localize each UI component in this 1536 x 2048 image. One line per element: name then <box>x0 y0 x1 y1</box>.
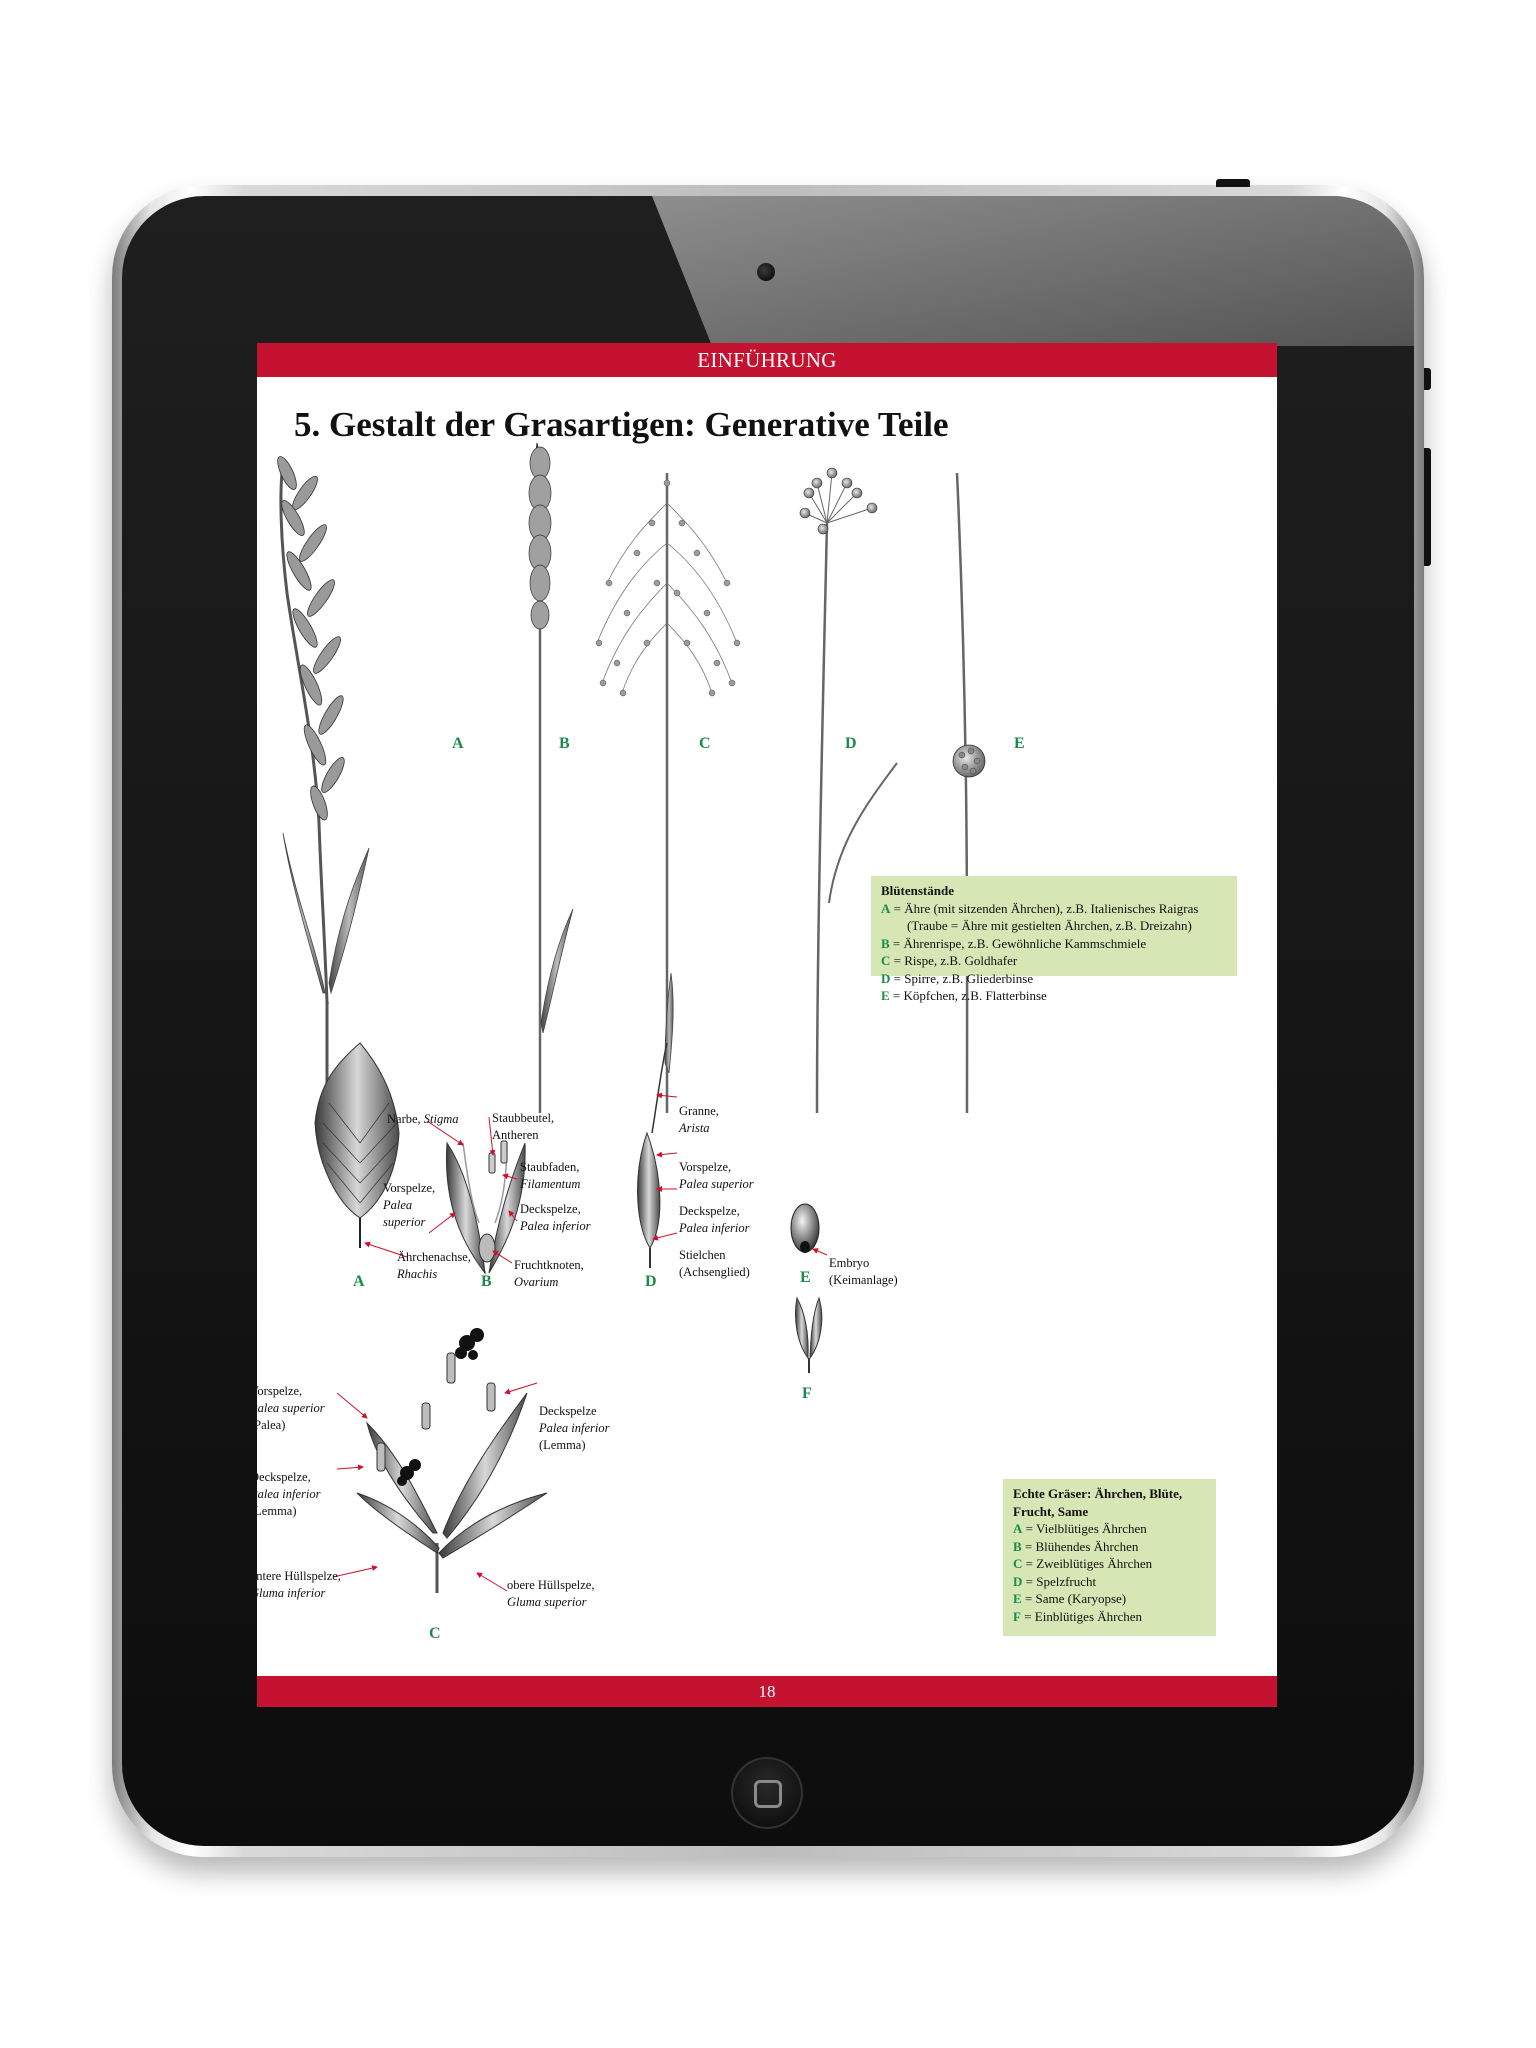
legend-title-line1: Echte Gräser: Ährchen, Blüte, <box>1013 1486 1183 1501</box>
label-awn: Granne, Arista <box>679 1104 719 1135</box>
spikelet-letter-d: D <box>645 1273 657 1290</box>
camera-icon <box>757 263 775 281</box>
legend-item-d: D = Spelzfrucht <box>1013 1573 1097 1589</box>
spikelet-d <box>638 1043 677 1268</box>
label-glume-lower: untere Hüllspelze, Gluma inferior <box>250 1569 341 1600</box>
label-lemma-b: Deckspelze, Palea inferior <box>520 1202 591 1233</box>
legend-item-b: B = Blühendes Ährchen <box>1013 1538 1139 1554</box>
volume-buttons[interactable] <box>1424 448 1431 566</box>
legend-item-a-note: (Traube = Ähre mit gestielten Ährchen, z.B. Dreizahn) <box>907 918 1192 933</box>
label-rachis: Ährchenachse, Rhachis <box>397 1250 471 1281</box>
legend-item-e: E = Same (Karyopse) <box>1013 1591 1127 1606</box>
legend-title-line2: Frucht, Same <box>1013 1503 1089 1519</box>
section-header: EINFÜHRUNG <box>257 343 1277 377</box>
spikelet-letter-c: C <box>429 1625 441 1642</box>
legend-item-c: C = Zweiblütiges Ährchen <box>1013 1556 1153 1571</box>
spikelet-f <box>795 1298 821 1373</box>
plant-letter-e: E <box>1014 735 1025 752</box>
seed-e <box>791 1204 827 1255</box>
legend-item-a: A = Vielblütiges Ährchen <box>1013 1521 1147 1536</box>
plant-letter-d: D <box>845 735 857 752</box>
label-stalk: Stielchen (Achsenglied) <box>679 1248 750 1279</box>
legend-item-c: C = Rispe, z.B. Goldhafer <box>881 953 1018 968</box>
label-stigma: Narbe, Stigma <box>387 1112 459 1126</box>
spikelet-legend <box>1003 1479 1216 1636</box>
label-lemma-d: Deckspelze, Palea inferior <box>679 1204 750 1235</box>
label-filament: Staubfaden, Filamentum <box>520 1160 581 1191</box>
label-embryo: Embryo (Keimanlage) <box>829 1256 898 1287</box>
spikelet-letter-a: A <box>353 1273 365 1290</box>
label-lemma-c-right: Deckspelze Palea inferior (Lemma) <box>539 1404 610 1452</box>
legend-item-b: B = Ährenrispe, z.B. Gewöhnliche Kammschmiele <box>881 935 1147 951</box>
home-button-icon[interactable] <box>754 1780 782 1808</box>
spikelet-letter-e: E <box>800 1269 811 1286</box>
label-glume-upper: obere Hüllspelze, Gluma superior <box>507 1578 595 1609</box>
legend-title: Blütenstände <box>881 883 954 898</box>
label-palea-d: Vorspelze, Palea superior <box>679 1160 754 1191</box>
legend-item-f: F = Einblütiges Ährchen <box>1013 1608 1143 1624</box>
plant-letter-c: C <box>699 735 711 752</box>
label-palea-b: Vorspelze, Palea superior <box>383 1181 436 1229</box>
legend-item-a: A = Ähre (mit sitzenden Ährchen), z.B. Italienisches Raigras <box>881 900 1199 916</box>
spikelet-letter-f: F <box>802 1385 812 1402</box>
page-number: 18 <box>257 1676 1277 1707</box>
label-ovary: Fruchtknoten, Ovarium <box>514 1258 584 1289</box>
document-page <box>250 343 1277 1707</box>
label-anther: Staubbeutel, Antheren <box>492 1111 555 1142</box>
page-title: 5. Gestalt der Grasartigen: Generative Teile <box>294 405 949 444</box>
plant-letter-a: A <box>452 735 464 752</box>
legend-item-d: D = Spirre, z.B. Gliederbinse <box>881 970 1034 986</box>
label-lemma-c-left: Deckspelze, Palea inferior (Lemma) <box>250 1470 321 1518</box>
label-palea-c: Vorspelze, Palea superior (Palea) <box>250 1384 325 1432</box>
power-button[interactable] <box>1216 179 1250 187</box>
spikelet-c <box>333 1328 547 1593</box>
plant-letter-b: B <box>559 735 570 752</box>
mute-switch[interactable] <box>1424 368 1431 390</box>
legend-item-e: E = Köpfchen, z.B. Flatterbinse <box>881 988 1047 1003</box>
spikelet-letter-b: B <box>481 1273 492 1290</box>
